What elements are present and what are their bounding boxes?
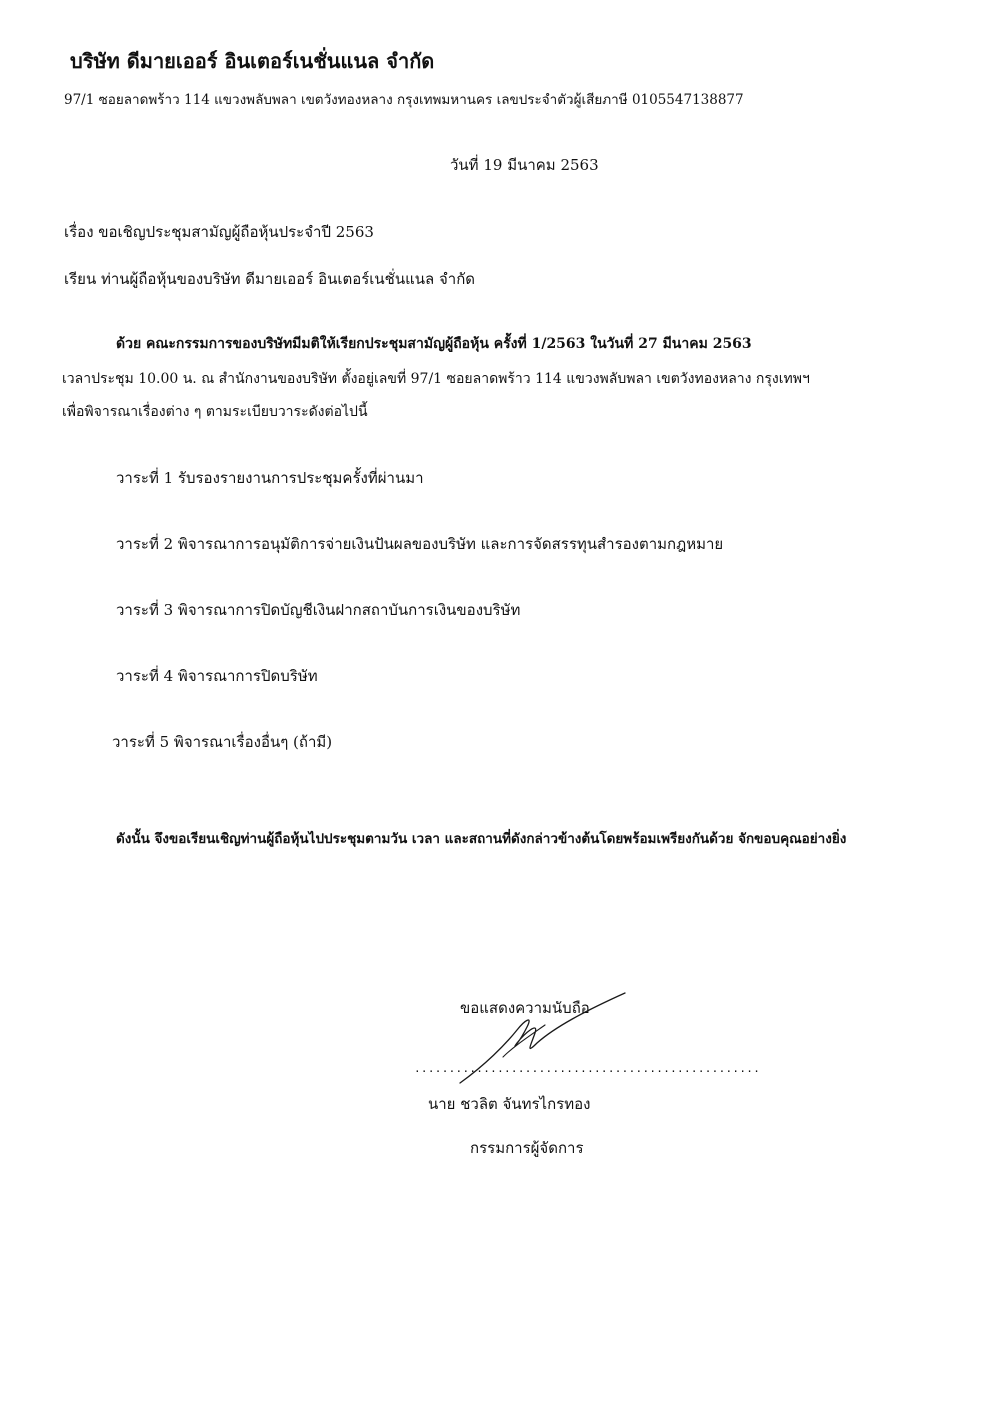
sign-off-regards: ขอแสดงความนับถือ	[460, 999, 590, 1017]
signature-line: ..................................................	[414, 1062, 761, 1075]
letter-recipient: เรียน ท่านผู้ถือหุ้นของบริษัท ดีมายเออร์ อินเตอร์เนชั่นแนล จำกัด	[64, 270, 476, 288]
body-paragraph-line: เพื่อพิจารณาเรื่องต่าง ๆ ตามระเบียบวาระดังต่อไปนี้	[62, 404, 368, 420]
agenda-item-1: วาระที่ 1 รับรองรายงานการประชุมครั้งที่ผ่านมา	[116, 469, 424, 487]
agenda-item-3: วาระที่ 3 พิจารณาการปิดบัญชีเงินฝากสถาบันการเงินของบริษัท	[116, 601, 521, 619]
agenda-item-4: วาระที่ 4 พิจารณาการปิดบริษัท	[116, 667, 318, 685]
letter-date: วันที่ 19 มีนาคม 2563	[450, 156, 599, 174]
letter-subject: เรื่อง ขอเชิญประชุมสามัญผู้ถือหุ้นประจำปี 2563	[64, 223, 374, 241]
company-name: บริษัท ดีมายเออร์ อินเตอร์เนชั่นแนล จำกัด	[70, 49, 435, 73]
signer-title: กรรมการผู้จัดการ	[470, 1139, 584, 1157]
agenda-item-5: วาระที่ 5 พิจารณาเรื่องอื่นๆ (ถ้ามี)	[112, 733, 333, 751]
company-address: 97/1 ซอยลาดพร้าว 114 แขวงพลับพลา เขตวังทองหลาง กรุงเทพมหานคร เลขประจำตัวผู้เสียภาษี 0105547138877	[64, 92, 744, 108]
body-paragraph-line: เวลาประชุม 10.00 น. ณ สำนักงานของบริษัท ตั้งอยู่เลขที่ 97/1 ซอยลาดพร้าว 114 แขวงพลับพลา เขตวังทองหลาง กรุงเทพฯ	[62, 371, 810, 387]
closing-paragraph: ดังนั้น จึงขอเรียนเชิญท่านผู้ถือหุ้นไปประชุมตามวัน เวลา และสถานที่ดังกล่าวข้างต้นโดยพร้อมเพรียงกันด้วย จักขอบคุณอย่างยิ่ง	[116, 831, 847, 847]
agenda-item-2: วาระที่ 2 พิจารณาการอนุมัติการจ่ายเงินปันผลของบริษัท และการจัดสรรทุนสำรองตามกฎหมาย	[116, 535, 724, 553]
signer-name: นาย ชวลิต จันทรไกรทอง	[428, 1095, 591, 1113]
body-paragraph-line: ด้วย คณะกรรมการของบริษัทมีมติให้เรียกประชุมสามัญผู้ถือหุ้น ครั้งที่ 1/2563 ในวันที่ 27 มีนาคม 2563	[116, 336, 752, 352]
